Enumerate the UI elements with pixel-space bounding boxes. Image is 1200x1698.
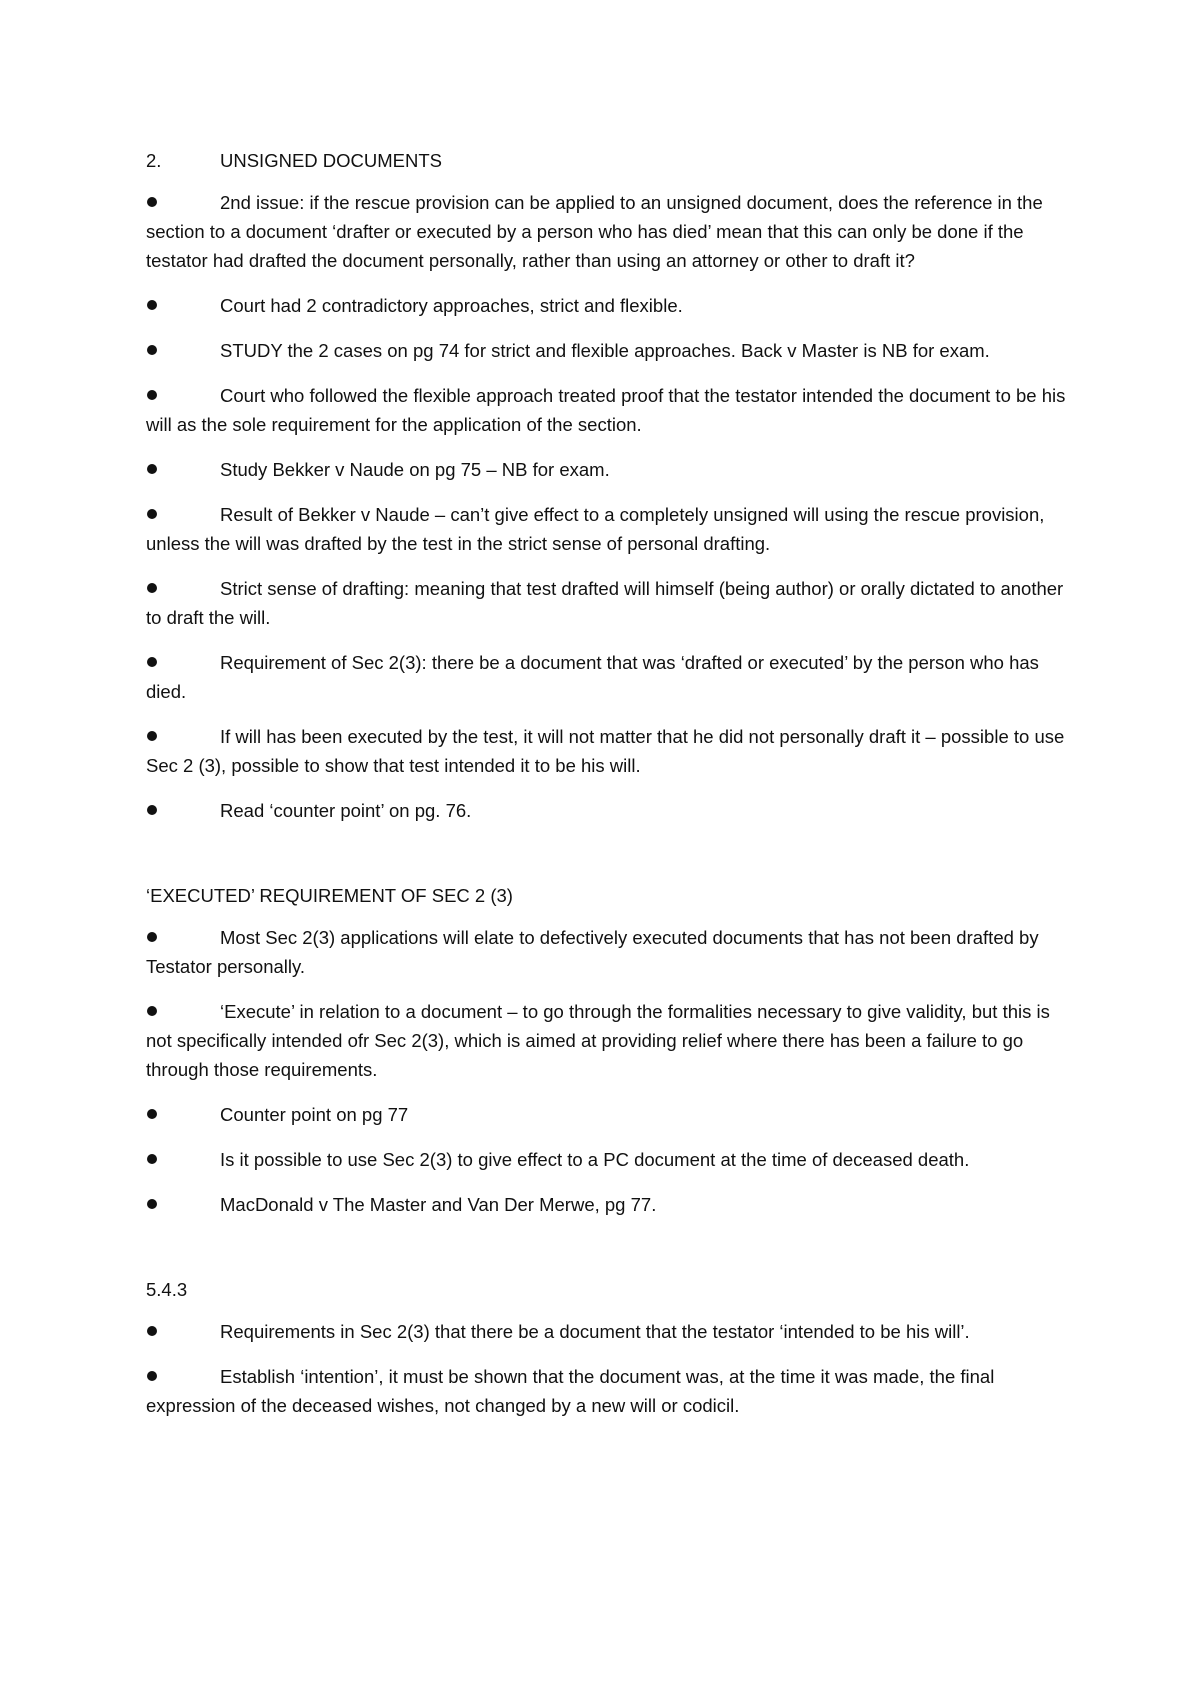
bullet-dot-icon — [147, 1154, 157, 1164]
bullet-text: Strict sense of drafting: meaning that test drafted will himself (being author) or orally dictated to another to draft the will. — [146, 578, 1064, 628]
bullet-dot-icon — [147, 345, 157, 355]
bullet-text: 2nd issue: if the rescue provision can be applied to an unsigned document, does the reference in the section to a document ‘drafter or executed by a person who has died’ mean that this can only be done if the testator had drafted the document personally, rather than using an attorney or other to draft it? — [146, 192, 1043, 271]
bullet-marker — [146, 574, 220, 603]
bullet-text: Counter point on pg 77 — [220, 1104, 409, 1125]
bullet-dot-icon — [147, 1199, 157, 1209]
bullet-dot-icon — [147, 1371, 157, 1381]
bullet-item — [146, 1317, 1076, 1346]
bullet-text: Court had 2 contradictory approaches, strict and flexible. — [220, 295, 683, 316]
bullet-item — [146, 500, 1076, 558]
bullet-text: Requirement of Sec 2(3): there be a document that was ‘drafted or executed’ by the person who has died. — [146, 652, 1039, 702]
bullet-text: Is it possible to use Sec 2(3) to give effect to a PC document at the time of deceased death. — [220, 1149, 970, 1170]
bullet-marker — [146, 336, 220, 365]
bullet-text: Result of Bekker v Naude – can’t give effect to a completely unsigned will using the rescue provision, unless the will was drafted by the test in the strict sense of personal drafting. — [146, 504, 1045, 554]
bullet-dot-icon — [147, 1109, 157, 1119]
bullet-text: STUDY the 2 cases on pg 74 for strict and flexible approaches. Back v Master is NB for exam. — [220, 340, 990, 361]
bullet-dot-icon — [147, 300, 157, 310]
bullet-item — [146, 381, 1076, 439]
bullet-text: Most Sec 2(3) applications will elate to defectively executed documents that has not been drafted by Testator personally. — [146, 927, 1039, 977]
bullet-item — [146, 1190, 1076, 1219]
section-heading-executed-requirement: ‘EXECUTED’ REQUIREMENT OF SEC 2 (3) — [146, 885, 513, 906]
bullet-item — [146, 336, 1076, 365]
bullet-text: Read ‘counter point’ on pg. 76. — [220, 800, 472, 821]
bullet-marker — [146, 923, 220, 952]
bullet-dot-icon — [147, 390, 157, 400]
section-title: UNSIGNED DOCUMENTS — [220, 150, 443, 171]
section-heading-unsigned-documents — [146, 146, 1076, 175]
bullet-marker — [146, 1190, 220, 1219]
bullet-marker — [146, 1100, 220, 1129]
bullet-marker — [146, 291, 220, 320]
bullet-item — [146, 722, 1076, 780]
bullet-dot-icon — [147, 805, 157, 815]
spacer — [146, 1235, 1076, 1275]
bullet-marker — [146, 796, 220, 825]
bullet-dot-icon — [147, 197, 157, 207]
bullet-marker — [146, 188, 220, 217]
bullet-dot-icon — [147, 583, 157, 593]
bullet-marker — [146, 1145, 220, 1174]
bullet-marker — [146, 722, 220, 751]
document-page — [146, 146, 1076, 1436]
bullet-item — [146, 923, 1076, 981]
bullet-item — [146, 574, 1076, 632]
bullet-item — [146, 1145, 1076, 1174]
spacer — [146, 841, 1076, 881]
bullet-text: Court who followed the flexible approach treated proof that the testator intended the document to be his will as the sole requirement for the application of the section. — [146, 385, 1066, 435]
bullet-marker — [146, 500, 220, 529]
bullet-marker — [146, 1362, 220, 1391]
bullet-item — [146, 1100, 1076, 1129]
bullet-marker — [146, 997, 220, 1026]
bullet-marker — [146, 648, 220, 677]
section-number: 2. — [146, 150, 162, 171]
bullet-dot-icon — [147, 509, 157, 519]
bullet-text: Study Bekker v Naude on pg 75 – NB for exam. — [220, 459, 610, 480]
bullet-item — [146, 291, 1076, 320]
bullet-text: MacDonald v The Master and Van Der Merwe, pg 77. — [220, 1194, 657, 1215]
bullet-marker — [146, 455, 220, 484]
bullet-dot-icon — [147, 1326, 157, 1336]
bullet-dot-icon — [147, 657, 157, 667]
bullet-item — [146, 997, 1076, 1084]
bullet-item — [146, 796, 1076, 825]
bullet-text: Establish ‘intention’, it must be shown that the document was, at the time it was made, the final expression of the deceased wishes, not changed by a new will or codicil. — [146, 1366, 995, 1416]
bullet-text: ‘Execute’ in relation to a document – to go through the formalities necessary to give validity, but this is not specifically intended ofr Sec 2(3), which is aimed at providing relief where there has been a failure to go through those requirements. — [146, 1001, 1050, 1080]
bullet-marker — [146, 1317, 220, 1346]
section-heading-5-4-3: 5.4.3 — [146, 1279, 188, 1300]
bullet-marker — [146, 381, 220, 410]
bullet-dot-icon — [147, 464, 157, 474]
bullet-dot-icon — [147, 932, 157, 942]
bullet-dot-icon — [147, 731, 157, 741]
bullet-item — [146, 648, 1076, 706]
bullet-item — [146, 188, 1076, 275]
bullet-item — [146, 1362, 1076, 1420]
bullet-text: If will has been executed by the test, it will not matter that he did not personally draft it – possible to use Sec 2 (3), possible to show that test intended it to be his will. — [146, 726, 1065, 776]
bullet-item — [146, 455, 1076, 484]
bullet-text: Requirements in Sec 2(3) that there be a document that the testator ‘intended to be his will’. — [220, 1321, 970, 1342]
bullet-dot-icon — [147, 1006, 157, 1016]
